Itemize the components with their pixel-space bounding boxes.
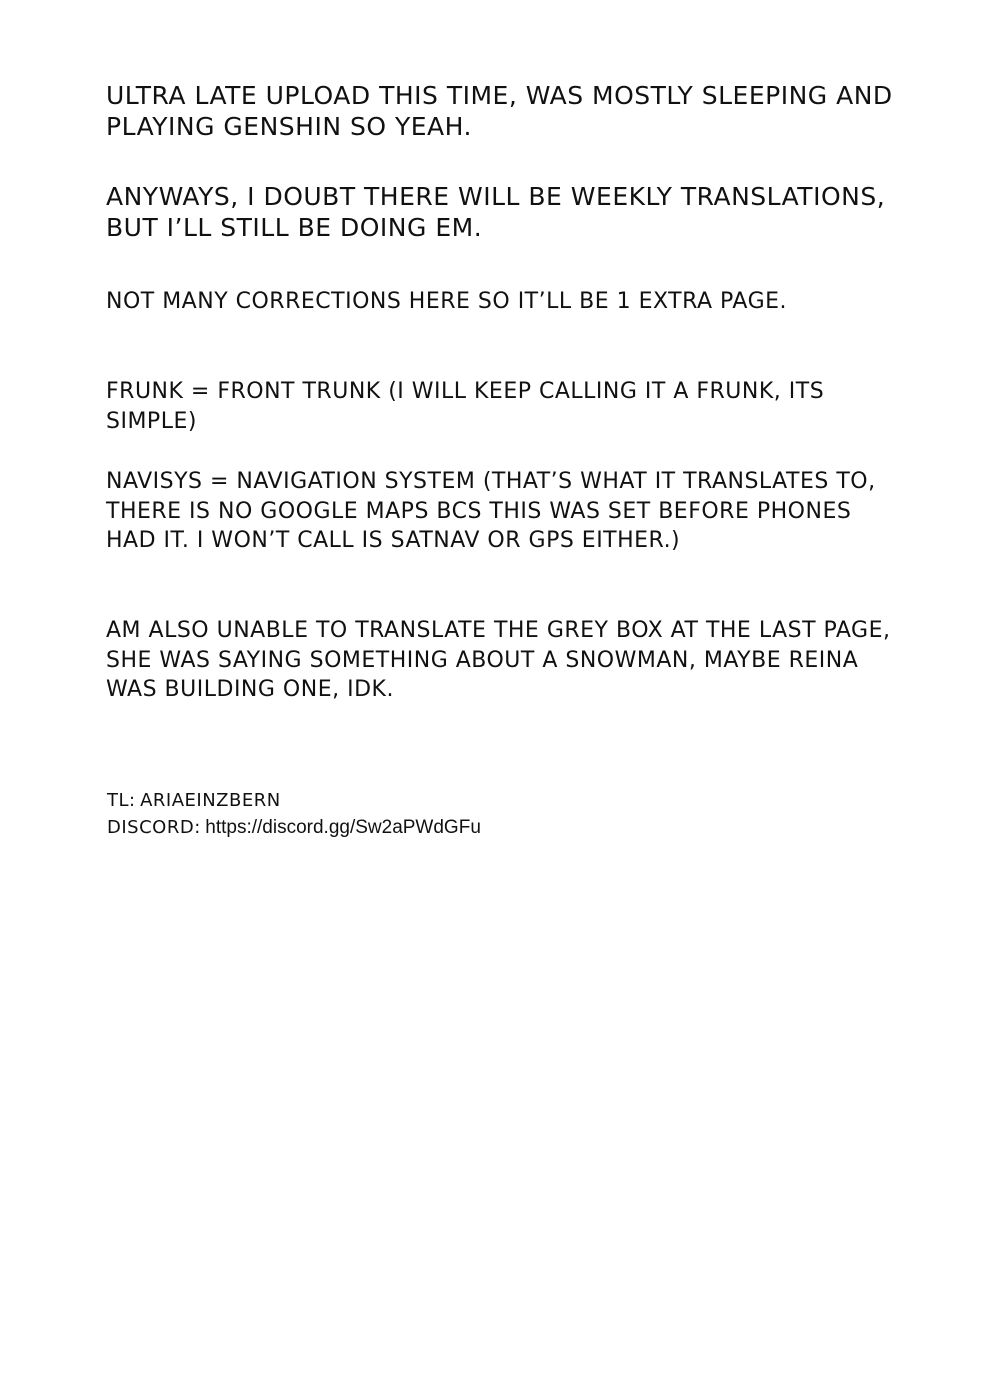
note-grey-box: AM ALSO UNABLE TO TRANSLATE THE GREY BOX AT THE LAST PAGE, SHE WAS SAYING SOMETHING ABOUT A SNOWMAN, MAYBE REINA WAS BUILDING ONE, IDK. [106,618,891,702]
note-frunk: FRUNK = FRONT TRUNK (I WILL KEEP CALLING IT A FRUNK, ITS SIMPLE) [106,379,825,434]
note-corrections: NOT MANY CORRECTIONS HERE SO IT’LL BE 1 EXTRA PAGE. [106,289,788,314]
credits [107,787,807,841]
translator-name: ARIAEINZBERN [140,790,281,811]
translator-credit [107,787,807,814]
discord-credit [107,814,807,841]
tl-label: TL: [107,790,136,811]
note-navisys: NAVISYS = NAVIGATION SYSTEM (THAT’S WHAT IT TRANSLATES TO, THERE IS NO GOOGLE MAPS BCS THIS WAS SET BEFORE PHONES HAD IT. I WON’T CALL IS SATNAV OR GPS EITHER.) [106,469,876,553]
discord-link[interactable]: https://discord.gg/Sw2aPWdGFu [205,817,481,838]
note-weekly-translations: ANYWAYS, I DOUBT THERE WILL BE WEEKLY TRANSLATIONS, BUT I’LL STILL BE DOING EM. [106,182,886,242]
discord-label: DISCORD: [107,817,201,838]
note-upload-delay: ULTRA LATE UPLOAD THIS TIME, WAS MOSTLY SLEEPING AND PLAYING GENSHIN SO YEAH. [106,81,893,141]
